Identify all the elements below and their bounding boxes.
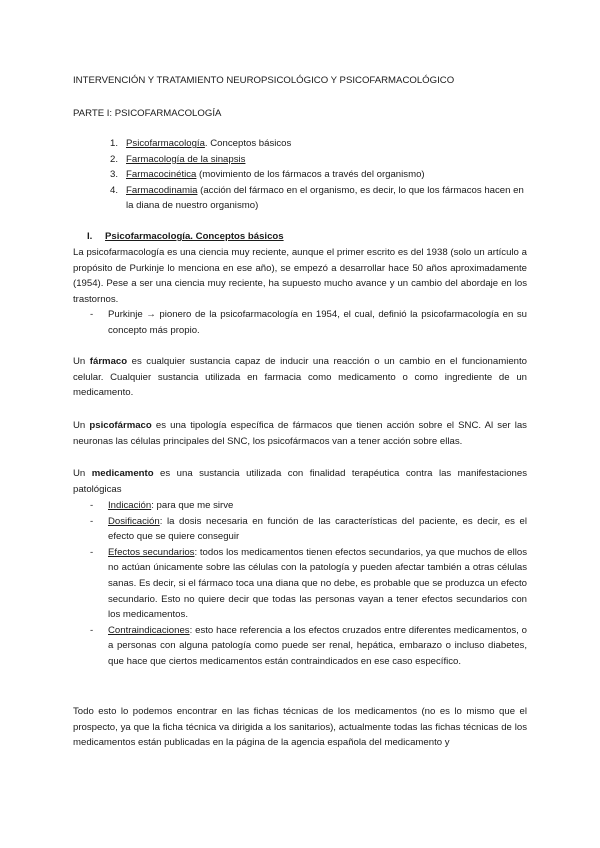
attribute-term: Efectos secundarios [108, 546, 195, 558]
section-number: I. [87, 231, 93, 242]
table-of-contents [73, 136, 527, 214]
list-item [73, 623, 527, 670]
toc-description: (acción del fármaco en el organismo, es decir, lo que los fármacos hacen en la diana de nuestro organismo) [126, 184, 524, 212]
definition-text: es una sustancia utilizada con finalidad terapéutica contra las manifestaciones patológicas [73, 468, 527, 495]
bullet-dash: - [90, 546, 94, 558]
toc-term: Farmacocinética [126, 169, 197, 181]
medicamento-definition [73, 466, 527, 497]
toc-item [73, 136, 527, 152]
farmaco-definition [73, 354, 527, 401]
purkinje-list [73, 307, 527, 338]
definition-term: medicamento [91, 468, 154, 479]
list-item [73, 498, 527, 514]
definition-text: es una tipología específica de fármacos que tienen acción sobre el SNC. Al ser las neuronas las células principales del SNC, los psicofármacos van a tener acción sobre ellas. [73, 420, 527, 447]
bullet-dash: - [90, 500, 94, 511]
attribute-text: : esto hace referencia a los efectos cruzados entre diferentes medicamentos, o a personas con alguna patología como puede ser renal, hepática, embarazo o incluso diabetes, que hace que ciertos medicamentos están contraindicados en ese caso específico. [108, 624, 527, 667]
toc-number: 2. [110, 153, 119, 165]
definition-prefix: Un [73, 420, 90, 431]
toc-number: 1. [110, 138, 119, 149]
toc-term: Farmacología de la sinapsis [126, 153, 246, 165]
part-title: PARTE I: PSICOFARMACOLOGÍA [73, 108, 222, 119]
toc-number: 4. [110, 184, 119, 196]
section-title: Psicofarmacología. Conceptos básicos [105, 231, 284, 242]
bullet-dash: - [90, 624, 94, 636]
medicamento-attributes-list [73, 498, 527, 670]
toc-item [73, 152, 527, 168]
list-item [73, 307, 527, 338]
psicofarmaco-definition [73, 418, 527, 449]
attribute-term: Dosificación [108, 515, 160, 527]
toc-item [73, 167, 527, 183]
closing-paragraph: Todo esto lo podemos encontrar en las fichas técnicas de los medicamentos (no es lo mismo que el prospecto, ya que la ficha técnica va dirigida a los sanitarios), actualmente todas las fichas técnicas de los medicamentos están publicadas en la página de la agencia española del medicamento y [73, 706, 527, 749]
toc-term: Psicofarmacología [126, 138, 205, 149]
attribute-text: : la dosis necesaria en función de las características del paciente, es decir, es el efecto que se quiere conseguir [108, 515, 527, 543]
list-item [73, 514, 527, 545]
attribute-text: : todos los medicamentos tienen efectos secundarios, ya que muchos de ellos no actúan únicamente sobre las células con la patología y pueden afectar también a otras células sanas. Es decir, si el fármaco toca una diana que no debe, es probable que se produzca un efecto secundario. Esto no quiere decir que todas las personas vayan a tener efectos secundarios con los medicamentos. [108, 546, 527, 621]
toc-description: . Conceptos básicos [204, 138, 292, 149]
toc-description: (movimiento de los fármacos a través del organismo) [196, 169, 425, 181]
toc-term: Farmacodinamia [126, 184, 198, 196]
attribute-text: : para que me sirve [151, 500, 234, 511]
definition-text: es cualquier sustancia capaz de inducir una reacción o un cambio en el funcionamiento celular. Cualquier sustancia utilizada en farmacia como medicamento o como ingrediente de un medicamento. [73, 356, 527, 399]
intro-paragraph: La psicofarmacología es una ciencia muy reciente, aunque el primer escrito es del 1938 (solo un artículo a propósito de Purkinje lo menciona en ese año), se empezó a desarrollar hace 50 años aproximadamente (1954). Pese a ser una ciencia muy reciente, ha supuesto mucho avance y un cambio del abordaje en los trastornos. [73, 247, 527, 305]
bullet-dash: - [90, 515, 94, 527]
definition-prefix: Un [73, 356, 90, 367]
purkinje-note: Purkinje → pionero de la psicofarmacología en 1954, el cual, definió la psicofarmacología en su concepto más propio. [108, 309, 527, 336]
attribute-term: Contraindicaciones [108, 624, 190, 636]
definition-term: fármaco [89, 356, 128, 367]
toc-item [73, 183, 527, 214]
bullet-dash: - [90, 309, 94, 320]
definition-prefix: Un [73, 468, 92, 479]
document-title: INTERVENCIÓN Y TRATAMIENTO NEUROPSICOLÓGICO Y PSICOFARMACOLÓGICO [73, 75, 455, 86]
toc-number: 3. [110, 169, 119, 181]
definition-term: psicofármaco [89, 420, 152, 431]
attribute-term: Indicación [108, 500, 152, 511]
list-item [73, 545, 527, 623]
